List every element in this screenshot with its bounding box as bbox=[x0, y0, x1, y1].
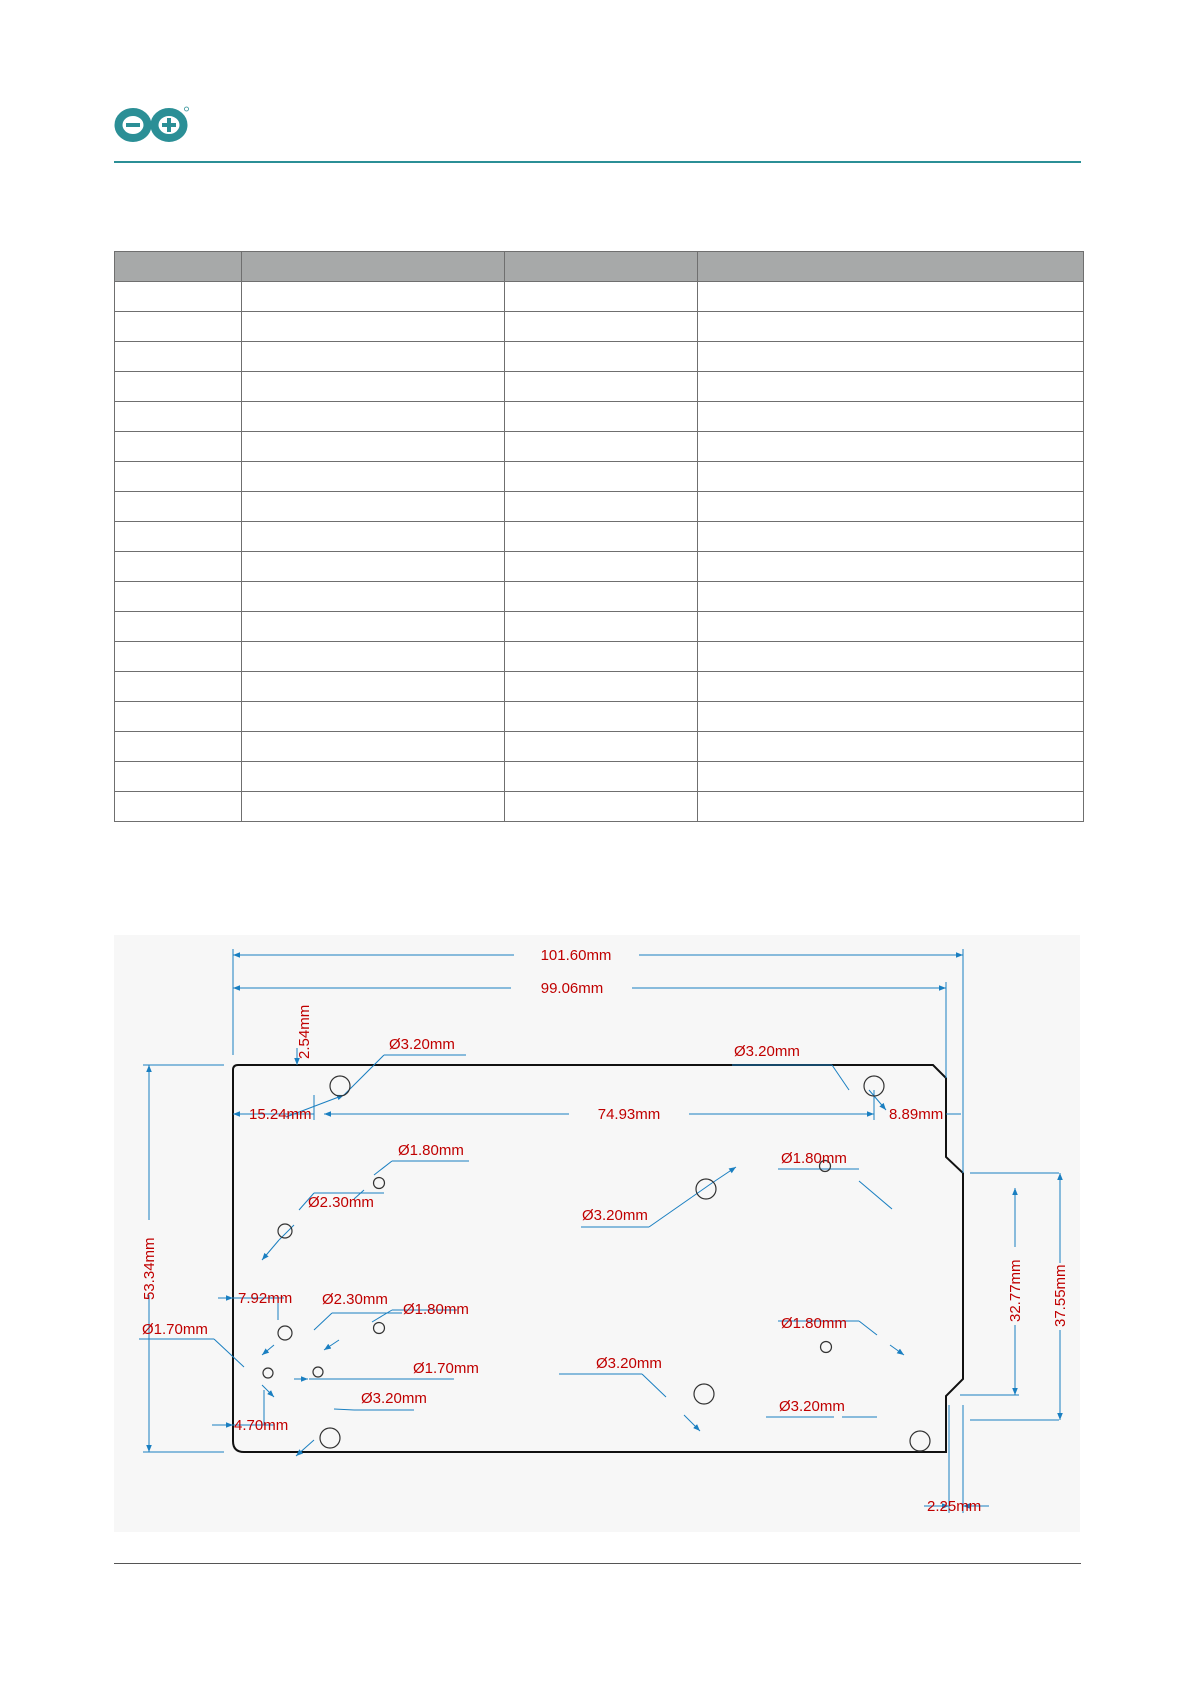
table-cell bbox=[505, 672, 698, 702]
table-cell bbox=[698, 552, 1084, 582]
table-row bbox=[115, 642, 1084, 672]
table-cell bbox=[505, 792, 698, 822]
dim-bottom-small-y: 4.70mm bbox=[234, 1417, 289, 1434]
table-cell bbox=[242, 462, 505, 492]
hole-label-top-left: Ø3.20mm bbox=[389, 1036, 455, 1053]
table-cell bbox=[115, 732, 242, 762]
table-cell bbox=[698, 312, 1084, 342]
table-cell bbox=[505, 402, 698, 432]
table-cell bbox=[115, 792, 242, 822]
table-cell bbox=[505, 372, 698, 402]
medium-hole bbox=[278, 1224, 292, 1238]
dim-hole-spacing: 74.93mm bbox=[597, 1106, 661, 1123]
table-cell bbox=[505, 582, 698, 612]
table-cell bbox=[115, 372, 242, 402]
table-cell bbox=[115, 552, 242, 582]
table-cell bbox=[505, 432, 698, 462]
tiny-hole bbox=[313, 1367, 323, 1377]
table-cell bbox=[115, 402, 242, 432]
table-cell bbox=[115, 492, 242, 522]
dim-right-hole-offset: 8.89mm bbox=[889, 1106, 944, 1123]
table-cell bbox=[242, 642, 505, 672]
table-cell bbox=[698, 642, 1084, 672]
table-cell bbox=[505, 762, 698, 792]
table-row bbox=[115, 342, 1084, 372]
table-row bbox=[115, 312, 1084, 342]
table-cell bbox=[698, 282, 1084, 312]
hole-label-lower-small-a: Ø1.80mm bbox=[403, 1301, 469, 1318]
table-cell bbox=[505, 732, 698, 762]
table-cell bbox=[242, 732, 505, 762]
table-cell bbox=[505, 282, 698, 312]
table-row bbox=[115, 522, 1084, 552]
table-cell bbox=[698, 612, 1084, 642]
dim-bottom-right-offset: 2.25mm bbox=[927, 1498, 982, 1515]
medium-hole bbox=[278, 1326, 292, 1340]
hole-label-top-right: Ø3.20mm bbox=[734, 1043, 800, 1060]
table-cell bbox=[115, 282, 242, 312]
table-row bbox=[115, 462, 1084, 492]
dim-right-edge-height: 37.55mm bbox=[1052, 1264, 1069, 1327]
table-cell bbox=[115, 432, 242, 462]
table-header-cell bbox=[698, 252, 1084, 282]
table-row bbox=[115, 582, 1084, 612]
dim-notch-height: 32.77mm bbox=[1007, 1259, 1024, 1322]
table-cell bbox=[115, 612, 242, 642]
table-row bbox=[115, 612, 1084, 642]
table-cell bbox=[698, 522, 1084, 552]
dim-top-offset: 2.54mm bbox=[296, 1004, 313, 1059]
hole-label-tiny-b: Ø1.70mm bbox=[413, 1360, 479, 1377]
table-cell bbox=[698, 732, 1084, 762]
table-cell bbox=[505, 552, 698, 582]
header-rule bbox=[114, 161, 1081, 163]
table-cell bbox=[505, 642, 698, 672]
table-cell bbox=[505, 342, 698, 372]
table-cell bbox=[242, 702, 505, 732]
table-cell bbox=[115, 582, 242, 612]
table-row bbox=[115, 402, 1084, 432]
table-row bbox=[115, 672, 1084, 702]
table-cell bbox=[242, 402, 505, 432]
table-row bbox=[115, 732, 1084, 762]
mounting-hole bbox=[330, 1076, 350, 1096]
board-outline bbox=[233, 1065, 963, 1452]
hole-label-right-lower-small: Ø1.80mm bbox=[781, 1315, 847, 1332]
pin-table-body bbox=[115, 282, 1084, 822]
hole-label-right-upper-small: Ø1.80mm bbox=[781, 1150, 847, 1167]
table-header-cell bbox=[115, 252, 242, 282]
table-cell bbox=[242, 582, 505, 612]
table-cell bbox=[698, 342, 1084, 372]
mounting-hole bbox=[320, 1428, 340, 1448]
table-cell bbox=[698, 762, 1084, 792]
hole-label-lower-medium: Ø2.30mm bbox=[322, 1291, 388, 1308]
small-hole bbox=[821, 1342, 832, 1353]
table-cell bbox=[505, 522, 698, 552]
table-cell bbox=[505, 612, 698, 642]
table-cell bbox=[242, 792, 505, 822]
mounting-hole bbox=[696, 1179, 716, 1199]
table-row bbox=[115, 282, 1084, 312]
mechanical-drawing bbox=[114, 935, 1080, 1532]
footer-rule bbox=[114, 1563, 1081, 1564]
table-cell bbox=[242, 522, 505, 552]
table-row bbox=[115, 702, 1084, 732]
small-hole bbox=[374, 1323, 385, 1334]
table-cell bbox=[115, 642, 242, 672]
table-cell bbox=[242, 312, 505, 342]
table-cell bbox=[115, 462, 242, 492]
hole-label-bottom-left: Ø3.20mm bbox=[361, 1390, 427, 1407]
table-cell bbox=[242, 612, 505, 642]
table-cell bbox=[698, 372, 1084, 402]
table-cell bbox=[698, 792, 1084, 822]
table-cell bbox=[505, 492, 698, 522]
table-cell bbox=[242, 282, 505, 312]
table-cell bbox=[505, 702, 698, 732]
table-cell bbox=[115, 702, 242, 732]
table-cell bbox=[242, 492, 505, 522]
table-cell bbox=[242, 762, 505, 792]
table-cell bbox=[115, 342, 242, 372]
table-row bbox=[115, 552, 1084, 582]
table-cell bbox=[242, 342, 505, 372]
table-cell bbox=[115, 762, 242, 792]
table-cell bbox=[115, 522, 242, 552]
mounting-hole bbox=[694, 1384, 714, 1404]
table-cell bbox=[698, 402, 1084, 432]
dim-left-hole-x: 15.24mm bbox=[249, 1106, 312, 1123]
hole-label-upper-medium: Ø2.30mm bbox=[308, 1194, 374, 1211]
hole-label-upper-small-a: Ø1.80mm bbox=[398, 1142, 464, 1159]
table-row bbox=[115, 372, 1084, 402]
table-cell bbox=[698, 492, 1084, 522]
table-cell bbox=[505, 462, 698, 492]
hole-label-left-tiny: Ø1.70mm bbox=[142, 1321, 208, 1338]
table-row bbox=[115, 762, 1084, 792]
hole-label-center-lower: Ø3.20mm bbox=[596, 1355, 662, 1372]
table-cell bbox=[242, 552, 505, 582]
table-row bbox=[115, 432, 1084, 462]
arduino-logo-icon bbox=[114, 105, 190, 145]
dim-overall-width: 101.60mm bbox=[540, 947, 612, 964]
dim-height: 53.34mm bbox=[141, 1237, 158, 1300]
mounting-hole bbox=[910, 1431, 930, 1451]
hole-label-bottom-right: Ø3.20mm bbox=[779, 1398, 845, 1415]
table-cell bbox=[242, 372, 505, 402]
dim-inner-width: 99.06mm bbox=[540, 980, 604, 997]
dim-left-small-x: 7.92mm bbox=[238, 1290, 293, 1307]
table-header-cell bbox=[505, 252, 698, 282]
table-header-cell bbox=[242, 252, 505, 282]
table-cell bbox=[698, 582, 1084, 612]
table-cell bbox=[115, 312, 242, 342]
table-cell bbox=[505, 312, 698, 342]
table-cell bbox=[698, 702, 1084, 732]
hole-label-center-upper: Ø3.20mm bbox=[582, 1207, 648, 1224]
tiny-hole bbox=[263, 1368, 273, 1378]
table-cell bbox=[242, 672, 505, 702]
table-cell bbox=[698, 672, 1084, 702]
table-cell bbox=[242, 432, 505, 462]
table-cell bbox=[115, 672, 242, 702]
table-row bbox=[115, 792, 1084, 822]
pin-table bbox=[114, 251, 1084, 822]
table-header-row bbox=[115, 252, 1084, 282]
table-cell bbox=[698, 462, 1084, 492]
table-cell bbox=[698, 432, 1084, 462]
table-row bbox=[115, 492, 1084, 522]
small-hole bbox=[374, 1178, 385, 1189]
